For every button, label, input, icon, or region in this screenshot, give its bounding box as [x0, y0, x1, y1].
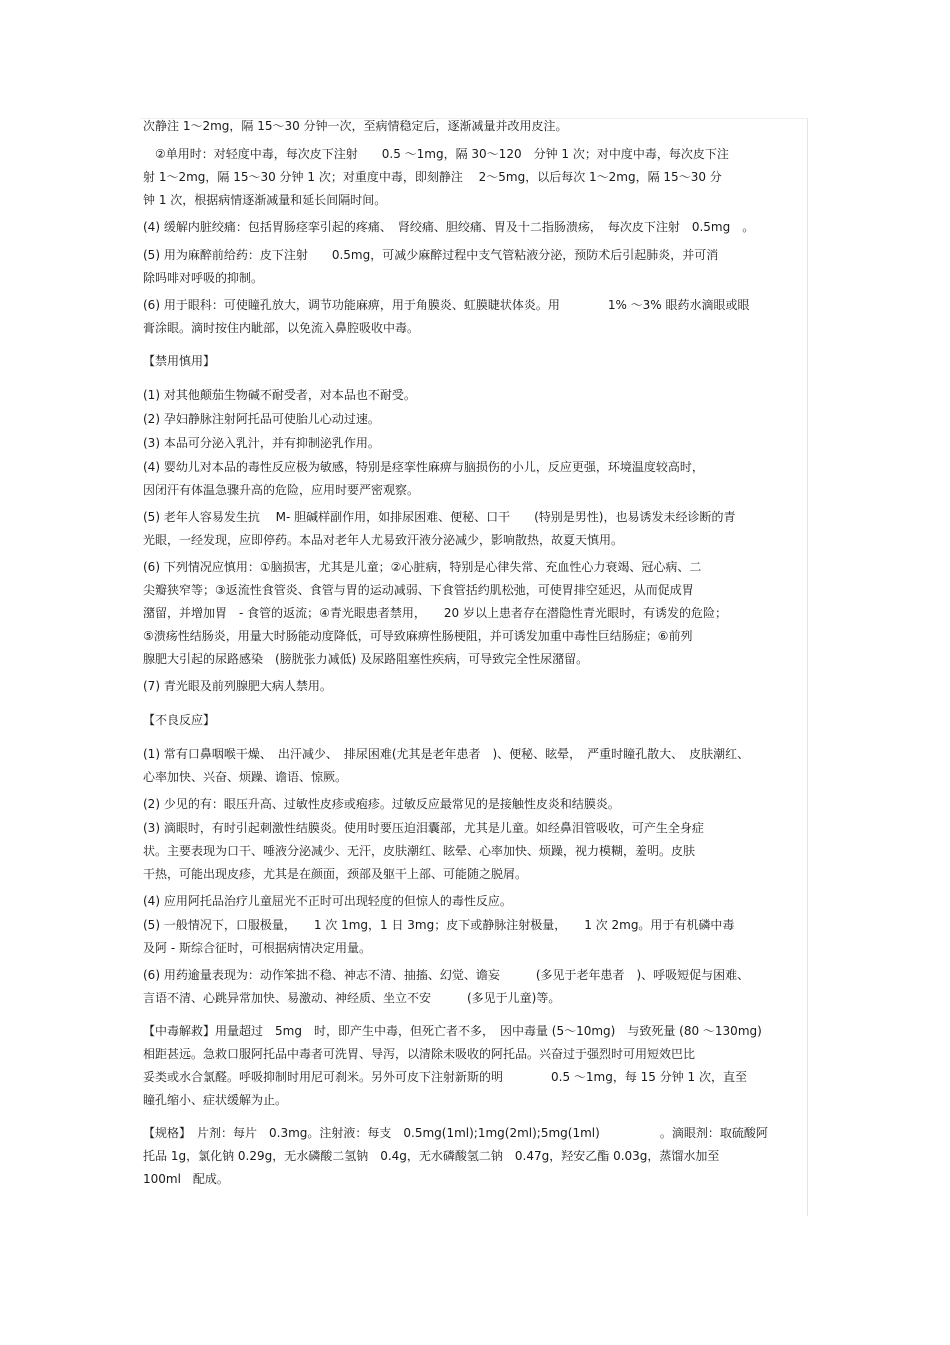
text-line: 【禁用慎用】 — [143, 354, 216, 368]
text-line: 言语不清、心跳异常加快、易激动、神经质、坐立不安 (多见于儿童)等。 — [143, 991, 561, 1005]
text-line: (1) 对其他颠茄生物碱不耐受者，对本品也不耐受。 — [143, 388, 416, 402]
paragraph — [143, 243, 808, 289]
text-line: 潴留，并增加胃 - 食管的返流；④青光眼患者禁用， 20 岁以上患者存在潜隐性青光眼时，有诱发的危险； — [143, 606, 727, 620]
text-line: ②单用时：对轻度中毒，每次皮下注射 0.5 ～1mg，隔 30～120 分钟 1 次；对中度中毒，每次皮下注 — [143, 147, 729, 161]
paragraph — [143, 455, 808, 501]
text-line: (5) 老年人容易发生抗 M- 胆碱样副作用，如排尿困难、便秘、口干 (特别是男性)，也易诱发未经诊断的青 — [143, 510, 736, 524]
text-line: 及阿 - 斯综合征时，可根据病情决定用量。 — [143, 941, 371, 955]
paragraph — [143, 142, 808, 211]
text-line: ⑤溃疡性结肠炎，用量大时肠能动度降低，可导致麻痹性肠梗阻，并可诱发加重中毒性巨结肠症；⑥前列 — [143, 629, 693, 643]
text-line: 除吗啡对呼吸的抑制。 — [143, 271, 264, 285]
text-line: (4) 缓解内脏绞痛：包括胃肠痉挛引起的疼痛、 肾绞痛、胆绞痛、胃及十二指肠溃疡， 每次皮下注射 0.5mg 。 — [143, 220, 755, 234]
paragraph — [143, 674, 808, 698]
spacer — [143, 698, 808, 708]
text-line: 射 1～2mg，隔 15～30 分钟 1 次；对重度中毒，即刻静注 2～5mg，以后每次 1～2mg，隔 15～30 分 — [143, 170, 722, 184]
paragraph — [143, 792, 808, 816]
text-line: 【规格】 片剂：每片 0.3mg。注射液：每支 0.5mg(1ml);1mg(2ml);5mg(1ml) 。滴眼剂：取硫酸阿 — [143, 1126, 768, 1140]
paragraph — [143, 889, 808, 913]
text-line: (6) 用药逾量表现为：动作笨拙不稳、神志不清、抽搐、幻觉、谵妄 (多见于老年患者 )、呼吸短促与困难、 — [143, 968, 750, 982]
text-line: 状。主要表现为口干、唾液分泌减少、无汗，皮肤潮红、眩晕、心率加快、烦躁，视力模糊，羞明。皮肤 — [143, 844, 696, 858]
paragraph — [143, 963, 808, 1009]
text-line: 【中毒解救】用量超过 5mg 时，即产生中毒，但死亡者不多， 因中毒量 (5～10mg) 与致死量 (80 ～130mg) — [143, 1024, 762, 1038]
paragraph — [143, 349, 808, 373]
text-line: 瞳孔缩小、症状缓解为止。 — [143, 1093, 288, 1107]
paragraph — [143, 708, 808, 732]
paragraph — [143, 816, 808, 885]
text-line: (4) 婴幼儿对本品的毒性反应极为敏感，特别是痉挛性麻痹与脑损伤的小儿，反应更强，环境温度较高时， — [143, 460, 704, 474]
text-line: 次静注 1～2mg，隔 15～30 分钟一次，至病情稳定后，逐渐减量并改用皮注。 — [143, 119, 568, 133]
spacer — [143, 732, 808, 742]
text-line: 膏涂眼。滴时按住内眦部，以免流入鼻腔吸收中毒。 — [143, 321, 420, 335]
text-line: 尖瓣狭窄等；③返流性食管炎、食管与胃的运动减弱、下食管括约肌松弛，可使胃排空延迟，从而促成胃 — [143, 583, 694, 597]
text-line: 托品 1g，氯化钠 0.29g，无水磷酸二氢钠 0.4g，无水磷酸氢二钠 0.47g，羟安乙酯 0.03g，蒸馏水加至 — [143, 1149, 720, 1163]
paragraph — [143, 742, 808, 788]
paragraph — [143, 407, 808, 431]
text-line: (2) 少见的有：眼压升高、过敏性皮疹或疱疹。过敏反应最常见的是接触性皮炎和结膜炎。 — [143, 797, 620, 811]
spacer — [143, 339, 808, 349]
text-line: 心率加快、兴奋、烦躁、谵语、惊厥。 — [143, 770, 348, 784]
text-line: 干热，可能出现皮疹，尤其是在颜面，颈部及躯干上部、可能随之脱屑。 — [143, 867, 528, 881]
paragraph — [143, 431, 808, 455]
text-line: (4) 应用阿托品治疗儿童屈光不正时可出现轻度的但惊人的毒性反应。 — [143, 894, 512, 908]
text-line: 光眼，一经发现，应即停药。本品对老年人尤易致汗液分泌减少，影响散热，故夏天慎用。 — [143, 533, 624, 547]
text-line: 因闭汗有体温急骤升高的危险，应用时要严密观察。 — [143, 483, 420, 497]
paragraph — [143, 913, 808, 959]
document-body — [143, 114, 808, 1190]
text-line: (3) 本品可分泌入乳汁，并有抑制泌乳作用。 — [143, 436, 380, 450]
paragraph — [143, 1121, 808, 1190]
text-line: 妥类或水合氯醛。呼吸抑制时用尼可刹米。另外可皮下注射新斯的明 0.5 ～1mg，每 15 分钟 1 次，直至 — [143, 1070, 748, 1084]
text-line: (6) 下列情况应慎用：①脑损害，尤其是儿童；②心脏病，特别是心律失常、充血性心力衰竭、冠心病、二 — [143, 560, 702, 574]
text-line: 钟 1 次，根据病情逐渐减量和延长间隔时间。 — [143, 193, 387, 207]
text-line: (5) 一般情况下，口服极量， 1 次 1mg，1 日 3mg；皮下或静脉注射极量， 1 次 2mg。用于有机磷中毒 — [143, 918, 735, 932]
paragraph — [143, 505, 808, 551]
spacer — [143, 1111, 808, 1121]
paragraph — [143, 383, 808, 407]
text-line: (6) 用于眼科：可使瞳孔放大，调节功能麻痹，用于角膜炎、虹膜睫状体炎。用 1% ～3% 眼药水滴眼或眼 — [143, 298, 750, 312]
text-line: 【不良反应】 — [143, 713, 216, 727]
text-line: (1) 常有口鼻咽喉干燥、 出汗减少、 排尿困难(尤其是老年患者 )、便秘、眩晕， 严重时瞳孔散大、 皮肤潮红、 — [143, 747, 750, 761]
paragraph — [143, 293, 808, 339]
spacer — [143, 1009, 808, 1019]
paragraph — [143, 555, 808, 670]
text-line: (2) 孕妇静脉注射阿托品可使胎儿心动过速。 — [143, 412, 380, 426]
paragraph — [143, 114, 808, 138]
text-line: (3) 滴眼时，有时引起刺激性结膜炎。使用时要压迫泪囊部，尤其是儿童。如经鼻泪管吸收，可产生全身症 — [143, 821, 704, 835]
text-line: (7) 青光眼及前列腺肥大病人禁用。 — [143, 679, 332, 693]
paragraph — [143, 215, 808, 239]
text-line: 100ml 配成。 — [143, 1172, 229, 1186]
text-line: 腺肥大引起的尿路感染 (膀胱张力减低) 及尿路阻塞性疾病，可导致完全性尿潴留。 — [143, 652, 589, 666]
paragraph — [143, 1019, 808, 1111]
spacer — [143, 373, 808, 383]
text-line: 相距甚远。急救口服阿托品中毒者可洗胃、导泻，以清除未吸收的阿托品。兴奋过于强烈时可用短效巴比 — [143, 1047, 696, 1061]
text-line: (5) 用为麻醉前给药：皮下注射 0.5mg，可减少麻醉过程中支气管粘液分泌，预防术后引起肺炎，并可消 — [143, 248, 719, 262]
